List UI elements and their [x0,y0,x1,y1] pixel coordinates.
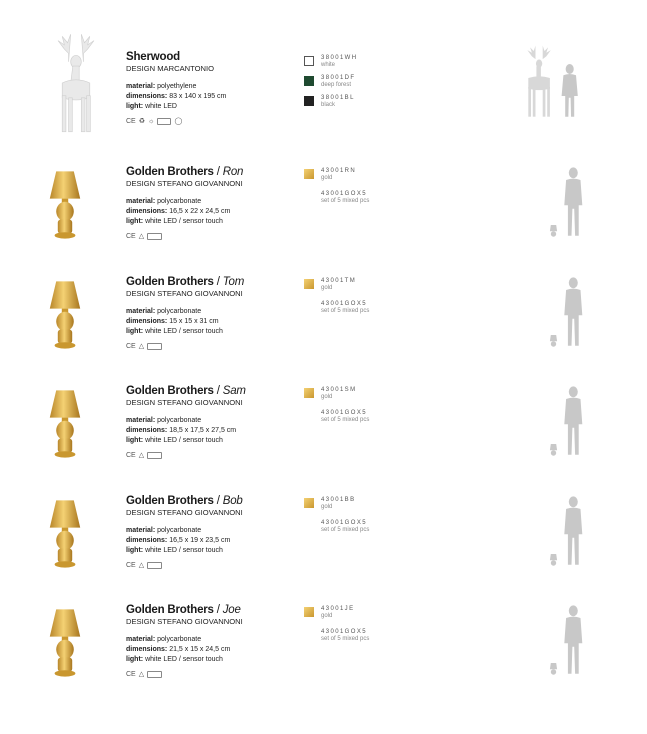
size-comparison-image [513,272,603,362]
variant-gold [304,278,414,298]
color-swatch [304,96,314,106]
set-label: set of 5 mixed pcs [321,527,370,533]
set-label: set of 5 mixed pcs [321,636,370,642]
product-info [126,385,296,460]
product-info [126,604,296,679]
material-value: polycarbonate [157,636,202,643]
set-option [304,410,414,430]
size-comparison-image [513,600,603,690]
product-row-joe [0,590,647,700]
certification-icons [126,669,296,679]
product-specs [126,635,296,665]
certification-icons [126,116,296,126]
product-name: Sherwood [126,51,180,63]
warning-triangle-icon: △ [138,451,145,459]
material-label: material: [126,527,156,534]
product-specs [126,197,296,227]
led-icon: ◯ [174,117,183,125]
product-row-sam [0,371,647,481]
light-label: light: [126,103,144,110]
product-name: Golden Brothers / Ron [126,166,244,178]
product-specs [126,416,296,446]
certification-icons [126,560,296,570]
variant-label: gold [321,504,333,510]
variant-code: 43001RN [321,168,357,174]
ce-mark-icon: CE [126,117,136,125]
product-designer: DESIGN STEFANO GIOVANNONI [126,398,243,407]
golden-brother-lamp-image [35,603,95,683]
product-info [126,166,296,241]
product-name: Golden Brothers / Joe [126,604,241,616]
product-name: Golden Brothers / Bob [126,495,243,507]
light-label: light: [126,218,144,225]
light-value: white LED [145,103,177,110]
certification-icons [126,450,296,460]
certification-icons [126,231,296,241]
dimensions-value: 16,5 x 19 x 23,5 cm [169,537,231,544]
material-value: polycarbonate [157,198,202,205]
product-specs [126,526,296,556]
product-info [126,276,296,351]
variant-list [304,55,414,115]
variant-list [304,606,414,649]
light-value: white LED / sensor touch [145,656,223,663]
color-swatch [304,76,314,86]
size-comparison-image [513,381,603,471]
color-swatch [304,607,314,617]
usb-icon [147,671,162,678]
variant-list [304,497,414,540]
light-value: white LED / sensor touch [145,437,223,444]
dimensions-label: dimensions: [126,208,168,215]
ce-mark-icon: CE [126,342,136,350]
variant-list [304,387,414,430]
ip-rating-icon [157,118,171,125]
light-value: white LED / sensor touch [145,547,223,554]
color-swatch [304,279,314,289]
dimensions-value: 21,5 x 15 x 24,5 cm [169,646,231,653]
dimensions-value: 18,5 x 17,5 x 27,5 cm [169,427,237,434]
usb-icon [147,233,162,240]
warning-triangle-icon: △ [138,670,145,678]
variant-code: 43001JE [321,606,355,612]
warning-triangle-icon: △ [138,232,145,240]
color-swatch [304,388,314,398]
golden-brother-lamp-image [35,275,95,355]
product-name: Golden Brothers / Tom [126,276,245,288]
variant-code: 38001WH [321,55,358,61]
variant-code: 43001SM [321,387,357,393]
dimensions-value: 16,5 x 22 x 24,5 cm [169,208,231,215]
golden-brother-lamp-image [35,165,95,245]
product-designer: DESIGN STEFANO GIOVANNONI [126,289,243,298]
product-row-ron [0,152,647,262]
product-designer: DESIGN MARCANTONIO [126,64,215,73]
material-label: material: [126,636,156,643]
product-specs [126,82,296,112]
certification-icons [126,341,296,351]
material-label: material: [126,198,156,205]
material-label: material: [126,417,156,424]
size-comparison-image [513,491,603,581]
set-code: 43001GOX5 [321,629,367,635]
ce-mark-icon: CE [126,670,136,678]
outdoor-icon: ☼ [148,117,155,125]
material-value: polycarbonate [157,417,202,424]
product-designer: DESIGN STEFANO GIOVANNONI [126,508,243,517]
variant-gold [304,168,414,188]
set-option [304,191,414,211]
dimensions-value: 15 x 15 x 31 cm [169,318,219,325]
deer-lamp-image [38,30,114,136]
dimensions-label: dimensions: [126,318,168,325]
set-option [304,520,414,540]
product-specs [126,307,296,337]
product-designer: DESIGN STEFANO GIOVANNONI [126,617,243,626]
color-swatch [304,56,314,66]
product-row-tom [0,262,647,372]
set-code: 43001GOX5 [321,191,367,197]
material-value: polyethylene [157,83,197,90]
variant-gold [304,387,414,407]
variant-list [304,278,414,321]
variant-label: gold [321,613,333,619]
variant-code: 43001BB [321,497,356,503]
golden-brother-lamp-image [35,384,95,464]
light-label: light: [126,656,144,663]
variant-gold [304,497,414,517]
set-code: 43001GOX5 [321,520,367,526]
dimensions-value: 83 x 140 x 195 cm [169,93,227,100]
light-value: white LED / sensor touch [145,328,223,335]
set-label: set of 5 mixed pcs [321,308,370,314]
ce-mark-icon: CE [126,451,136,459]
set-code: 43001GOX5 [321,301,367,307]
variant-deep-forest [304,75,414,95]
product-row-bob [0,481,647,591]
dimensions-label: dimensions: [126,93,168,100]
golden-brother-lamp-image [35,494,95,574]
product-designer: DESIGN STEFANO GIOVANNONI [126,179,243,188]
material-value: polycarbonate [157,527,202,534]
color-swatch [304,498,314,508]
variant-label: gold [321,175,333,181]
variant-label: white [321,62,336,68]
variant-label: gold [321,285,333,291]
usb-icon [147,562,162,569]
variant-label: gold [321,394,333,400]
recycle-icon: ♻ [138,117,146,125]
usb-icon [147,452,162,459]
material-label: material: [126,83,156,90]
variant-list [304,168,414,211]
variant-white [304,55,414,75]
ce-mark-icon: CE [126,232,136,240]
usb-icon [147,343,162,350]
set-option [304,629,414,649]
dimensions-label: dimensions: [126,646,168,653]
dimensions-label: dimensions: [126,427,168,434]
ce-mark-icon: CE [126,561,136,569]
set-code: 43001GOX5 [321,410,367,416]
variant-code: 38001BL [321,95,355,101]
product-info [126,495,296,570]
set-option [304,301,414,321]
variant-code: 43001TM [321,278,357,284]
size-comparison-image [513,42,603,132]
variant-code: 38001DF [321,75,356,81]
product-info [126,51,296,126]
dimensions-label: dimensions: [126,537,168,544]
variant-label: black [321,102,336,108]
color-swatch [304,169,314,179]
product-row-sherwood [0,30,647,140]
light-label: light: [126,437,144,444]
warning-triangle-icon: △ [138,561,145,569]
set-label: set of 5 mixed pcs [321,198,370,204]
size-comparison-image [513,162,603,252]
variant-gold [304,606,414,626]
material-value: polycarbonate [157,308,202,315]
set-label: set of 5 mixed pcs [321,417,370,423]
warning-triangle-icon: △ [138,342,145,350]
variant-black [304,95,414,115]
variant-label: deep forest [321,82,352,88]
material-label: material: [126,308,156,315]
light-label: light: [126,547,144,554]
light-label: light: [126,328,144,335]
product-name: Golden Brothers / Sam [126,385,246,397]
light-value: white LED / sensor touch [145,218,223,225]
